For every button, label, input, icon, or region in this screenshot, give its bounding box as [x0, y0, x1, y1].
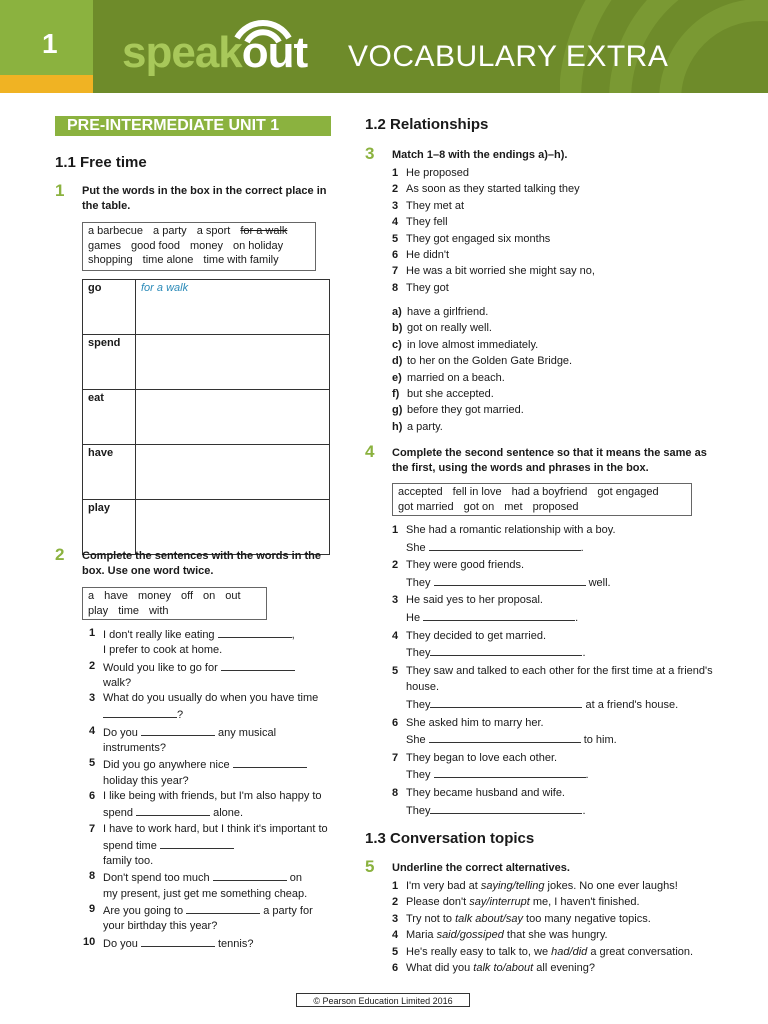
list-item: b) got on really well. — [392, 322, 492, 335]
list-item: g) before they got married. — [392, 404, 524, 417]
list-item: 3 He said yes to her proposal. He . — [392, 594, 579, 624]
table-cell-input[interactable]: for a walk — [136, 280, 330, 335]
list-item: 6 I like being with friends, but I'm also happy to spend alone. — [89, 789, 322, 820]
list-item: h) a party. — [392, 420, 443, 433]
list-item: 4 They decided to get married. They . — [392, 629, 586, 660]
answer-blank[interactable] — [218, 626, 292, 638]
word-box-ex2 — [82, 587, 267, 620]
section-title-1-2: 1.2 Relationships — [365, 116, 489, 133]
answer-blank[interactable] — [221, 659, 295, 671]
exercise-4-items — [392, 522, 732, 819]
answer-blank[interactable] — [430, 644, 582, 656]
unit-number: 1 — [42, 28, 58, 59]
brand-speak: speak — [122, 28, 242, 77]
answer-blank[interactable] — [141, 724, 215, 736]
unit-label: PRE-INTERMEDIATE UNIT 1 — [55, 116, 331, 136]
list-item: 1 She had a romantic relationship with a boy. She . — [392, 524, 616, 554]
table-cell-input[interactable] — [136, 390, 330, 445]
table-row: have — [83, 445, 330, 500]
list-item: 7 They began to love each other. They . — [392, 751, 589, 782]
answer-blank[interactable] — [213, 869, 287, 881]
box-line-2: games good food money on holiday — [88, 239, 284, 252]
list-item: 9 Are you going to a party for your birthday this year? — [89, 903, 313, 933]
list-item: 7 He was a bit worried she might say no, — [392, 265, 595, 278]
answer-blank[interactable] — [103, 706, 177, 718]
exercise-2-items — [83, 626, 331, 952]
list-item: f) but she accepted. — [392, 388, 494, 401]
box-line-3: shopping time alone time with family — [88, 254, 279, 266]
table-row: play — [83, 500, 330, 555]
list-item: 4 Do you any musical instruments? — [89, 724, 277, 755]
answer-blank[interactable] — [434, 574, 586, 586]
answer-blank[interactable] — [136, 804, 210, 816]
section-title-1-1: 1.1 Free time — [55, 154, 147, 171]
exercise-5-instruction: Underline the correct alternatives. — [392, 862, 570, 874]
exercise-number-5: 5 — [365, 857, 375, 876]
alternatives[interactable]: say/interrupt — [469, 896, 530, 909]
table-cell-input[interactable] — [136, 445, 330, 500]
answer-blank[interactable] — [423, 609, 575, 621]
alternatives[interactable]: said/gossiped — [436, 929, 504, 942]
exercise-number-1: 1 — [55, 181, 65, 200]
vocabulary-table — [82, 279, 330, 555]
list-item: 3 What do you usually do when you have time ? — [89, 692, 319, 722]
list-item: a) have a girlfriend. — [392, 306, 489, 318]
exercise-3-instruction: Match 1–8 with the endings a)–h). — [392, 149, 568, 161]
brand-out: out — [241, 28, 308, 77]
struck-example-word: for a walk — [240, 225, 288, 237]
alternatives[interactable]: talk to/about — [473, 962, 534, 975]
answer-blank[interactable] — [434, 766, 586, 778]
list-item: 5 He's really easy to talk to, we had/did a great conversation. — [392, 945, 694, 958]
list-item: 6 He didn't — [392, 249, 450, 262]
list-item: 10 Do you tennis? — [83, 935, 254, 950]
list-item: 1 I'm very bad at saying/telling jokes. No one ever laughs! — [392, 880, 678, 892]
list-item: 1 I don't really like eating , I prefer to cook at home. — [89, 627, 295, 657]
table-cell-input[interactable] — [136, 335, 330, 390]
answer-blank[interactable] — [233, 756, 307, 768]
exercise-4-instruction: Complete the second sentence so that it means the same as the first, using the words and phrases in the box. — [392, 447, 707, 474]
list-item: 8 They got — [392, 281, 449, 294]
alternatives[interactable]: had/did — [551, 945, 588, 958]
box-line-2: play time with — [88, 604, 169, 617]
word-box-ex4 — [392, 483, 692, 516]
box-line-1: a have money off on out — [88, 590, 241, 602]
list-item: 5 Did you go anywhere nice holiday this year? — [89, 756, 331, 789]
alternatives[interactable]: talk about/say — [455, 912, 523, 925]
list-item: d) to her on the Golden Gate Bridge. — [392, 355, 573, 368]
exercise-1-instruction: Put the words in the box in the correct place in the table. — [82, 185, 327, 212]
answer-blank[interactable] — [186, 902, 260, 914]
word-box-ex1 — [82, 222, 316, 271]
box-line-2: got married got on met proposed — [398, 500, 579, 513]
list-item: 6 She asked him to marry her. She to him. — [392, 716, 617, 747]
answer-blank[interactable] — [160, 837, 234, 849]
box-line-1: a barbecue a party a sport for a walk — [88, 225, 288, 237]
list-item: 1 He proposed — [392, 167, 469, 179]
list-item: 5 They got engaged six months — [392, 232, 551, 245]
list-item: 8 Don't spend too much on my present, just get me something cheap. — [89, 870, 308, 900]
header-banner — [0, 0, 768, 93]
table-row: go for a walk — [83, 280, 330, 335]
box-line-1: accepted fell in love had a boyfriend got engaged — [398, 486, 659, 498]
list-item: 3 Try not to talk about/say too many negative topics. — [392, 912, 651, 925]
list-item: 4 Maria said/gossiped that she was hungry. — [392, 929, 608, 942]
answer-blank[interactable] — [141, 935, 215, 947]
answer-blank[interactable] — [430, 696, 582, 708]
copyright-footer: © Pearson Education Limited 2016 — [296, 993, 470, 1007]
list-item: 2 They were good friends. They well. — [392, 559, 611, 589]
exercise-3-endings — [392, 304, 722, 435]
list-item: 2 Would you like to go for walk? — [89, 659, 331, 692]
exercise-number-3: 3 — [365, 144, 375, 163]
list-item: 5 They saw and talked to each other for the first time at a friend's house. They at a friend's house. — [392, 664, 713, 711]
table-row: spend — [83, 335, 330, 390]
exercise-2-instruction: Complete the sentences with the words in the box. Use one word twice. — [82, 550, 321, 577]
list-item: 6 What did you talk to/about all evening? — [392, 962, 595, 975]
list-item: 8 They became husband and wife. They . — [392, 786, 586, 817]
exercise-3-items — [392, 165, 722, 296]
list-item: c) in love almost immediately. — [392, 338, 539, 351]
list-item: 2 As soon as they started talking they — [392, 183, 580, 196]
list-item: 4 They fell — [392, 216, 448, 229]
table-cell-input[interactable] — [136, 500, 330, 555]
exercise-number-2: 2 — [55, 545, 65, 564]
list-item: 7 I have to work hard, but I think it's important to spend time family too. — [89, 822, 328, 868]
alternatives[interactable]: saying/telling — [480, 880, 545, 892]
list-item: e) married on a beach. — [392, 371, 505, 384]
table-row: eat — [83, 390, 330, 445]
brand-logo — [122, 28, 307, 78]
answer-blank[interactable] — [430, 802, 582, 814]
list-item: 2 Please don't say/interrupt me, I haven't finished. — [392, 896, 640, 909]
list-item: 3 They met at — [392, 199, 465, 212]
exercise-5-items — [392, 878, 742, 976]
exercise-number-4: 4 — [365, 442, 375, 461]
page-title: VOCABULARY EXTRA — [348, 40, 669, 73]
answer-blank[interactable] — [429, 731, 581, 743]
unit-tab-stripe — [0, 75, 93, 93]
section-title-1-3: 1.3 Conversation topics — [365, 830, 535, 847]
answer-blank[interactable] — [429, 539, 581, 551]
